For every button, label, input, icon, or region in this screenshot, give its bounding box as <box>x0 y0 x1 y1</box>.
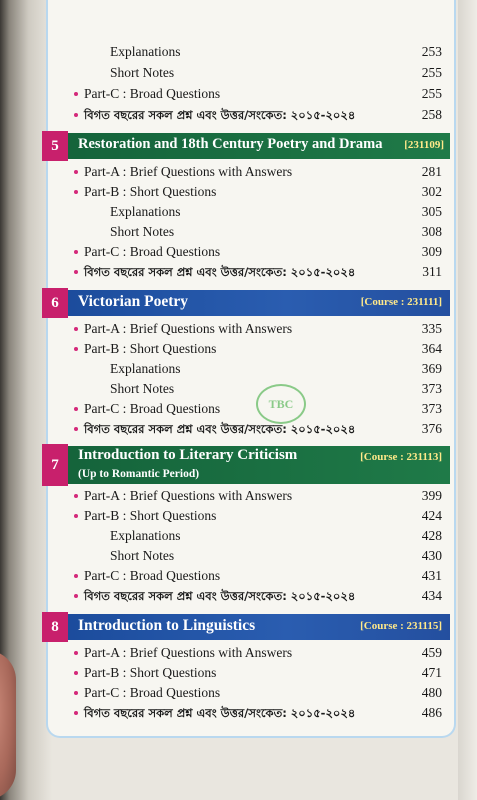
chapter-title: Introduction to Literary Criticism <box>78 447 298 463</box>
bullet-icon <box>74 671 78 675</box>
publisher-logo: TBC <box>256 384 306 424</box>
course-code: [231109] <box>404 139 444 151</box>
toc-entry[interactable]: Part-A : Brief Questions with Answers 459 <box>48 643 456 663</box>
toc-entry[interactable]: Part-C : Broad Questions 255 <box>48 84 456 104</box>
toc-entry[interactable]: Part-C : Broad Questions 373 <box>48 399 456 419</box>
toc-entry[interactable]: Part-B : Short Questions 364 <box>48 339 456 359</box>
course-code: [Course : 231113] <box>360 451 442 463</box>
toc-entry[interactable]: Part-B : Short Questions 471 <box>48 663 456 683</box>
chapter-number-badge: 7 <box>42 444 68 486</box>
toc-entry[interactable]: Part-B : Short Questions 302 <box>48 182 456 202</box>
toc-entry[interactable]: Short Notes 308 <box>110 224 442 239</box>
bullet-icon <box>74 691 78 695</box>
chapter-header-5[interactable] <box>42 133 450 159</box>
bullet-icon <box>74 427 78 431</box>
toc-entry[interactable]: বিগত বছরের সকল প্রশ্ন এবং উত্তর/সংকেত: ২০১৫-২০২৪ 376 <box>48 419 456 439</box>
toc-entry[interactable]: Explanations 428 <box>110 528 442 543</box>
bullet-icon <box>74 494 78 498</box>
toc-entry[interactable]: Short Notes 430 <box>110 548 442 563</box>
bullet-icon <box>74 327 78 331</box>
chapter-subtitle: (Up to Romantic Period) <box>78 468 200 480</box>
bullet-icon <box>74 347 78 351</box>
page-edge <box>458 0 477 800</box>
chapter-title: Victorian Poetry <box>78 293 189 310</box>
bullet-icon <box>74 407 78 411</box>
toc-entry[interactable]: Explanations 253 <box>110 44 442 59</box>
toc-entry[interactable]: Part-A : Brief Questions with Answers 335 <box>48 319 456 339</box>
toc-entry[interactable]: Explanations 369 <box>110 361 442 376</box>
toc-entry[interactable]: Short Notes 255 <box>110 65 442 80</box>
toc-entry[interactable]: Explanations 305 <box>110 204 442 219</box>
toc-entry[interactable]: Short Notes 373 <box>110 381 442 396</box>
toc-entry[interactable]: বিগত বছরের সকল প্রশ্ন এবং উত্তর/সংকেত: ২০১৫-২০২৪ 434 <box>48 586 456 606</box>
course-code: [Course : 231111] <box>360 296 442 308</box>
chapter-title: Introduction to Linguistics <box>78 617 256 634</box>
bullet-icon <box>74 651 78 655</box>
course-code: [Course : 231115] <box>360 620 442 632</box>
chapter-number-badge: 5 <box>42 131 68 161</box>
toc-entry[interactable]: Part-C : Broad Questions 480 <box>48 683 456 703</box>
chapter-header-8[interactable] <box>42 614 450 640</box>
bullet-icon <box>74 170 78 174</box>
chapter-header-7[interactable] <box>42 446 450 484</box>
chapter-header-6[interactable] <box>42 290 450 316</box>
toc-entry[interactable]: বিগত বছরের সকল প্রশ্ন এবং উত্তর/সংকেত: ২০১৫-২০২৪ 311 <box>48 262 456 282</box>
bullet-icon <box>74 92 78 96</box>
bullet-icon <box>74 190 78 194</box>
chapter-number-badge: 6 <box>42 288 68 318</box>
bullet-icon <box>74 574 78 578</box>
toc-entry[interactable]: বিগত বছরের সকল প্রশ্ন এবং উত্তর/সংকেত: ২০১৫-২০২৪ 486 <box>48 703 456 723</box>
chapter-title: Restoration and 18th Century Poetry and Drama <box>78 136 383 152</box>
toc-entry[interactable]: Part-A : Brief Questions with Answers 399 <box>48 486 456 506</box>
toc-entry[interactable]: Part-C : Broad Questions 431 <box>48 566 456 586</box>
bullet-icon <box>74 113 78 117</box>
bullet-icon <box>74 514 78 518</box>
thumb <box>0 650 16 800</box>
contents-page <box>46 0 456 738</box>
bullet-icon <box>74 594 78 598</box>
bullet-icon <box>74 250 78 254</box>
toc-entry[interactable]: Part-C : Broad Questions 309 <box>48 242 456 262</box>
bullet-icon <box>74 711 78 715</box>
toc-entry[interactable]: বিগত বছরের সকল প্রশ্ন এবং উত্তর/সংকেত: ২০১৫-২০২৪ 258 <box>48 105 456 125</box>
bullet-icon <box>74 270 78 274</box>
toc-entry[interactable]: Part-B : Short Questions 424 <box>48 506 456 526</box>
toc-entry[interactable]: Part-A : Brief Questions with Answers 281 <box>48 162 456 182</box>
chapter-number-badge: 8 <box>42 612 68 642</box>
